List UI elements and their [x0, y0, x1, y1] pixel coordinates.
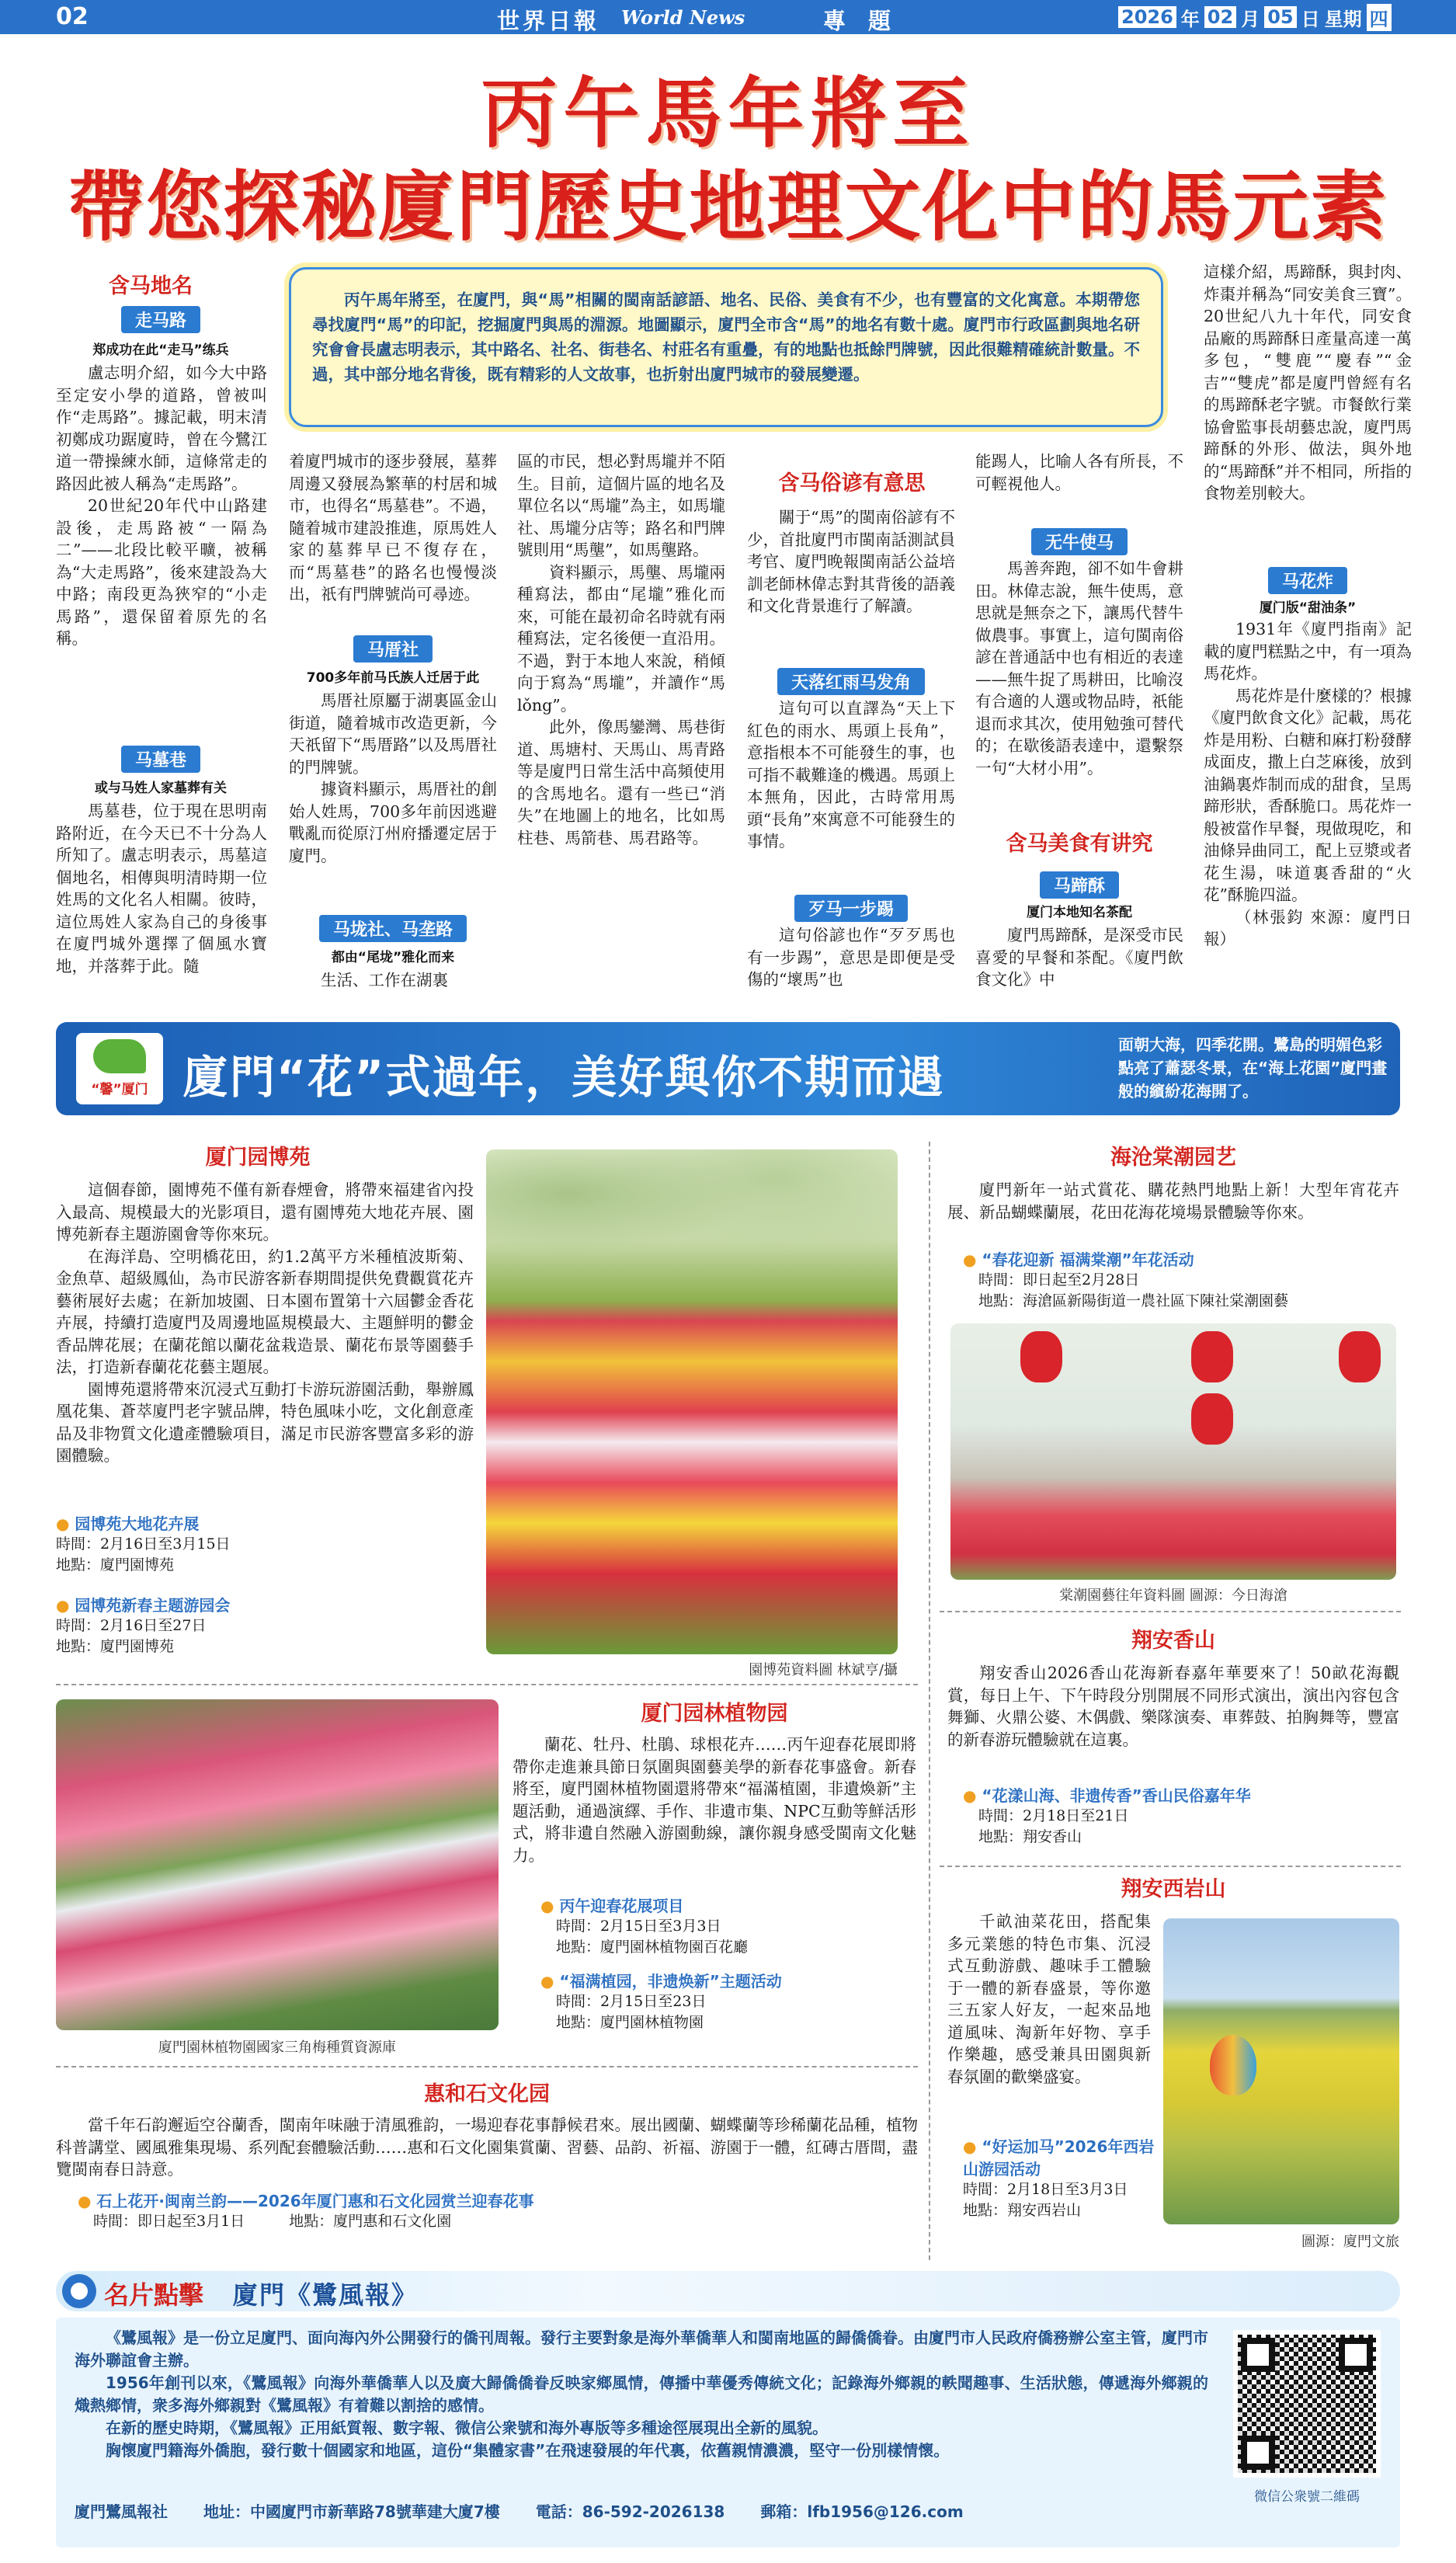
lantern-icon: [1020, 1331, 1062, 1382]
xiangshan-title: 翔安香山: [1131, 1629, 1215, 1653]
event-time: 時間：2月18日至3月3日: [963, 2181, 1128, 2198]
paper-name-en: World News: [621, 6, 745, 29]
para: 此外，像馬鑾灣、馬巷街道、馬塘村、天馬山、馬青路等是廈門日常生活中高頻使用的含馬地名。還有一些已“消失”在地圖上的地名，比如馬柱巷、馬箭巷、馬君路等。: [517, 718, 725, 847]
footer-text: [75, 2327, 1208, 2462]
qr-code[interactable]: [1233, 2330, 1381, 2478]
para: 這個春節，園博苑不僅有新春煙會，將帶來福建省內投入最高、規模最大的光影項目，還有園博苑大地花卉展、園博苑新春主題游園會等你來玩。: [56, 1181, 474, 1243]
para: 能踢人，比喻人各有所長，不可輕視他人。: [975, 452, 1183, 493]
tulip-caption: 園博苑資料圖 林斌亨/攝: [749, 1662, 898, 1678]
nursery-caption: 棠潮園藝往年資料圖 圖源：今日海滄: [1059, 1588, 1287, 1604]
banner-desc: 面朝大海，四季花開。鷺島的明媚色彩點亮了蕭瑟冬景，在“海上花園”廈門畫般的繽紛花海開了。: [1118, 1035, 1388, 1101]
event-place: 地點：海滄區新陽街道一農社區下陳社棠潮園藝: [978, 1292, 1289, 1309]
para: 據資料顯示，馬厝社的創始人姓馬，700多年前因逃避戰亂而從原汀州府播遷定居于廈門。: [289, 780, 497, 865]
section-food: 含马美食有讲究: [1006, 832, 1153, 856]
event-time-place: 時間：即日起至3月1日 地點：廈門惠和石文化園: [93, 2213, 452, 2230]
col6-text-a: [1204, 261, 1412, 505]
para: 千畝油菜花田，搭配集多元業態的特色市集、沉浸式互動游戲、趣味手工體驗于一體的新春盛景，等你邀三五家人好友，一起來品地道風味、淘新年好物、享手作樂趣，感受兼具田園與新春氛圍的歡樂盛宴。: [947, 1912, 1151, 2086]
pill-horse-hoof-pastry: 马蹄酥: [1040, 871, 1119, 899]
xiyanshan-text: [947, 1911, 1151, 2088]
para: 在海洋島、空明橋花田，約1.2萬平方米種植波斯菊、金魚草、超級鳳仙，為市民游客新春期間提供免費觀賞花卉藝術展好去處；在新加坡園、日本園布置第十六屆鬱金香花卉展，持續打造廈門及周邊地區規模最大、主題鮮明的鬱金香品牌花展；在蘭花館以蘭花盆栽造景、蘭花布景等園藝手法，打造新春蘭花花藝主題展。: [56, 1247, 474, 1376]
weekday: 四: [1367, 4, 1392, 31]
para: 馬墓巷，位于現在思明南路附近，在今天已不十分為人所知了。盧志明表示，馬墓這個地名，相傳與明清時期一位姓馬的文化名人相關。彼時，這位馬姓人家為自己的身後事在廈門城外選擇了個風水寶地，并落葬于此。隨: [56, 802, 267, 975]
pill-no-ox-use-horse: 无牛使马: [1031, 528, 1128, 555]
haicang-event: [963, 1247, 1399, 1312]
haicang-title: 海沧棠潮园艺: [1110, 1146, 1236, 1170]
botanical-text: [513, 1734, 916, 1866]
garden-expo-title: 厦门园博苑: [205, 1146, 311, 1170]
col2-text-a: [289, 450, 497, 606]
garden-expo-text: [56, 1179, 474, 1467]
publisher: 廈門鷺風報社: [75, 2502, 168, 2521]
section-place-names: 含马地名: [109, 274, 193, 298]
event-title: ● “好运加马”2026年西岩山游园活动: [963, 2137, 1155, 2179]
date-bar: 2026 年 02 月 05 日 星期 四: [1118, 5, 1392, 30]
botanical-title: 厦门园林植物园: [641, 1702, 788, 1726]
section-label: 專 題: [823, 8, 891, 34]
event-title: ● 园博苑大地花卉展: [56, 1514, 200, 1533]
divider: [56, 2066, 918, 2067]
pill-mahua-fritter: 马花炸: [1268, 567, 1347, 594]
para: 《鷺風報》是一份立足廈門、面向海內外公開發行的僑刊周報。發行主要對象是海外華僑華人和閩南地區的歸僑僑眷。由廈門市人民政府僑務辦公室主管，廈門市海外聯誼會主辦。: [75, 2328, 1208, 2370]
pill-proverb-bad-horse: 歹马一步踢: [794, 895, 908, 922]
rapeseed-field-photo: [1163, 1918, 1399, 2224]
section-proverbs: 含马俗谚有意思: [778, 471, 926, 496]
haicang-text: [947, 1179, 1399, 1223]
bougainvillea-photo: [56, 1699, 499, 2030]
event-title: ● 石上花开·闽南兰韵——2026年厦门惠和石文化园赏兰迎春花事: [78, 2192, 534, 2210]
para: 生活、工作在湖裏: [321, 971, 448, 989]
event-place: 地點：廈門園林植物園百花廳: [556, 1939, 749, 1956]
event-place: 地點：廈門園博苑: [56, 1556, 175, 1574]
intro-text: 丙午馬年將至，在廈門，與“馬”相關的閩南話諺語、地名、民俗、美食有不少，也有豐富的文化寓意。本期帶您尋找廈門“馬”的印記，挖掘廈門與馬的淵源。地圖顯示，廈門全市含“馬”的地名有數十處。廈門市行政區劃與地名研究會會長盧志明表示，其中路名、社名、街巷名、村莊名有重疊，有的地點也抵餘門牌號，因此很難精確統計數量。不過，其中部分地名背後，既有精彩的人文故事，也折射出廈門城市的發展變遷。: [312, 290, 1140, 384]
page-number: 02: [56, 3, 89, 30]
leaf-icon: [93, 1039, 146, 1073]
xiyanshan-title: 翔安西岩山: [1121, 1877, 1226, 1901]
col5-text-b: [975, 558, 1183, 779]
sub-macuo-village: 700多年前马氏族人迁居于此: [306, 670, 480, 686]
divider: [929, 1142, 930, 2260]
paper-logo: [621, 5, 769, 30]
para: 園博苑還將帶來沉浸式互動打卡游玩游園活動，舉辦鳳凰花集、蒼萃廈門老字號品牌，特色風味小吃，文化創意產品及非物質文化遺產體驗項目，滿足市民游客豐富多彩的游園體驗。: [56, 1379, 474, 1465]
botanical-events: [540, 1894, 916, 2033]
col5-text-c: [975, 924, 1183, 991]
para: 當千年石韵邂逅空谷蘭香，閩南年味融于清風雅韵，一場迎春花事靜候君來。展出國蘭、蝴蝶蘭等珍稀蘭花品種，植物科普講堂、國風雅集現場、系列配套體驗活動……惠和石文化園集賞蘭、習藝、品韵、祈福、游園于一體，紅磚古厝間，盡覽閩南春日詩意。: [56, 2116, 918, 2179]
para: 馬花炸是什麼樣的？根據《廈門飲食文化》記載，馬花炸是用粉、白糖和麻打粉發酵成面皮，撒上白芝麻後，放到油鍋裏炸制而成的甜食，呈馬蹄形狀，香酥脆口。馬花炸一般被當作早餐，現做現吃，和油條异曲同工，配上豆漿或者花生湯，味道裏香甜的“火花”酥脆四溢。: [1204, 686, 1412, 904]
banner-logo: [76, 1033, 163, 1104]
date-day: 05: [1264, 6, 1296, 28]
sub-mahua-fritter: 厦门版“甜油条”: [1259, 600, 1357, 616]
logo-label: “馨”厦门: [91, 1082, 148, 1097]
date-month: 02: [1204, 6, 1236, 28]
credit: （林張鈞 來源：廈門日報）: [1204, 907, 1412, 948]
para: 1931年《廈門指南》記載的廈門糕點之中，有一項為馬花炸。: [1204, 620, 1412, 683]
xiangshan-text: [947, 1662, 1399, 1751]
col4-text-b: [747, 697, 955, 853]
para: 這句可以直譯為“天上下紅色的雨水、馬頭上長角”，意指根本不可能發生的事，也可指不載難逢的機遇。馬頭上本無角，因此，古時常用馬頭“長角”來寓意不可能發生的事情。: [747, 699, 955, 850]
event-time: 時間：即日起至2月28日: [978, 1271, 1140, 1288]
para: 在新的歷史時期，《鷺風報》正用紙質報、數字報、微信公衆號和海外專版等多種途徑展現出全新的風貌。: [106, 2419, 828, 2437]
para: 1956年創刊以來，《鷺風報》向海外華僑華人以及廣大歸僑僑眷反映家鄉風情，傳播中華優秀傳統文化；記錄海外鄉親的軼聞趣事、生活狀態，傳遞海外鄉親的熾熱鄉情，衆多海外鄉親對《鷺風報》有着難以割捨的感情。: [75, 2373, 1208, 2415]
para: 盧志明介紹，如今大中路至定安小學的道路，曾被叫作“走馬路”。據記載，明末清初鄭成功踞廈時，曾在今鷺江道一帶操練水師，這條常走的路因此被人稱為“走馬路”。: [56, 363, 267, 493]
event-title: ● 园博苑新春主题游园会: [56, 1596, 231, 1615]
col4-text-a: [747, 506, 955, 617]
card-icon: [62, 2274, 96, 2308]
col1-text-a: [56, 362, 267, 650]
para: 廈門馬蹄酥，是深受市民喜愛的早餐和茶配。《廈門飲食文化》中: [975, 926, 1183, 989]
garden-expo-events: [56, 1511, 474, 1657]
col4-text-c: [747, 924, 955, 991]
event-time: 時間：2月16日至27日: [56, 1617, 207, 1634]
col6-text-b: [1204, 618, 1412, 951]
lantern-icon: [1191, 1393, 1233, 1445]
huihe-title: 惠和石文化园: [424, 2082, 550, 2106]
event-time: 時間：2月15日至23日: [556, 1993, 707, 2010]
huihe-text: [56, 2114, 918, 2181]
pill-macuo-village: 马厝社: [353, 635, 433, 662]
event-time: 時間：2月15日至3月3日: [556, 1918, 721, 1935]
event-place: 地點：廈門園博苑: [56, 1638, 175, 1655]
col5-text-a: [975, 450, 1183, 495]
xiangshan-event: [963, 1783, 1399, 1848]
para: 區的市民，想必對馬壠并不陌生。目前，這個片區的地名及單位名以“馬壠”為主，如馬壠社、馬壠分店等；路名和門牌號則用“馬壟”，如馬壟路。: [517, 452, 725, 559]
bougainvillea-caption: 廈門園林植物園國家三角梅種質資源庫: [158, 2040, 396, 2056]
para: 資料顯示，馬壟、馬壠兩種寫法，都由“尾壠”雅化而來，可能在最初命名時就有兩種寫法，定名後便一直沿用。不過，對于本地人來說，稍傾向于寫為“馬壠”，并讀作“馬lǒng”。: [517, 562, 725, 715]
qr-caption: 微信公衆號二維碼: [1254, 2489, 1360, 2505]
date-year: 2026: [1118, 6, 1176, 28]
phone: 電話：86-592-2026138: [535, 2502, 725, 2521]
col2-text-c: [289, 969, 497, 992]
email[interactable]: 郵箱：lfb1956@126.com: [760, 2502, 964, 2521]
col3-text: [517, 450, 725, 849]
para: 馬善奔跑，卻不如牛會耕田。林偉志說，無牛使馬，意思就是無奈之下，讓馬代替牛做農事。事實上，這句閩南俗諺在普通話中也有相近的表達——無牛捉了馬耕田，比喻沒有合適的人選或物品時，祇能退而求其次，使用勉強可替代的；在歇後語表達中，還繫祭一句“大材小用”。: [975, 559, 1183, 777]
pill-proverb-red-rain: 天落红雨马发角: [777, 668, 925, 695]
rapeseed-caption: 圖源：廈門文旅: [1301, 2234, 1399, 2250]
divider: [940, 1866, 1401, 1867]
footer-brand: 廈門《鷺風報》: [233, 2280, 419, 2310]
nursery-photo: [950, 1323, 1396, 1580]
divider: [940, 1611, 1401, 1612]
para: 蘭花、牡丹、杜鵑、球根花卉……丙午迎春花展即將帶你走進兼具節日氛圍與園藝美學的新春花事盛會。新春將至，廈門園林植物園還將帶來“福滿植園，非遺煥新”主題活動，通過演繹、手作、非遺市集、NPC互動等鮮活形式，將非遺自然融入游園動線，讓你親身感受閩南文化魅力。: [513, 1735, 916, 1865]
event-place: 地點：廈門園林植物園: [556, 2014, 704, 2031]
para: 這句俗諺也作“歹歹馬也有一步踢”，意思是即便是受傷的“壞馬”也: [747, 926, 955, 989]
sub-zouma-road: 郑成功在此“走马”练兵: [92, 343, 229, 358]
col2-text-b: [289, 690, 497, 867]
para: 這樣介紹，馬蹄酥，與封肉、炸棗并稱為“同安美食三寶”。20世紀八九十年代，同安食品廠的馬蹄酥日產量高達一萬多包，“雙鹿”“慶春”“金吉”“雙虎”都是廈門曾經有名的馬蹄酥老字號。市餐飲行業協會監事長胡藝忠說，廈門馬蹄酥的外形、做法，與外地的“馬蹄酥”并不相同，所指的食物差別較大。: [1204, 263, 1412, 503]
pill-malong: 马垅社、马垄路: [319, 915, 467, 942]
lantern-icon: [1339, 1331, 1381, 1382]
tree-shape: [486, 1149, 898, 1297]
headline-line1: 丙午馬年將至: [481, 70, 975, 158]
headline-line2: 帶您探秘廈門歷史地理文化中的馬元素: [68, 163, 1388, 252]
sub-mamu-lane: 或与马姓人家墓葬有关: [95, 781, 227, 796]
event-time: 時間：2月16日至3月15日: [56, 1535, 231, 1553]
xiyanshan-event: [963, 2134, 1159, 2221]
event-title: ● “春花迎新 福满棠潮”年花活动: [963, 1250, 1194, 1269]
para: 着廈門城市的逐步發展，墓葬周邊又發展為繁華的村居和城市，也得名“馬墓巷”。不過，隨着城市建設推進，原馬姓人家的墓葬早已不復存在，而“馬墓巷”的路名也慢慢淡出，祇有門牌號尚可尋迹。: [289, 452, 497, 603]
event-title: ● “花漾山海、非遗传香”香山民俗嘉年华: [963, 1786, 1251, 1805]
address: 地址：中國廈門市新華路78號華建大廈7樓: [203, 2502, 500, 2521]
para: 關于“馬”的閩南俗諺有不少，首批廈門市閩南話測試員考官、廈門晚報閩南話公益培訓老師林偉志對其背後的語義和文化背景進行了解讀。: [747, 508, 955, 615]
footer-tag: 名片點擊: [104, 2280, 204, 2310]
para: 胸懷廈門籍海外僑胞，發行數十個國家和地區，這份“集體家書”在飛速發展的年代裏，依舊親情濃濃，堅守一份別樣情懷。: [106, 2441, 950, 2460]
sub-horse-hoof-pastry: 厦门本地知名茶配: [1027, 905, 1132, 920]
lantern-icon: [1191, 1331, 1233, 1382]
paper-name: 世界日報: [497, 8, 600, 34]
event-title: ● “福满植园，非遗焕新”主题活动: [540, 1972, 782, 1991]
hot-air-balloon: [1210, 2035, 1256, 2095]
col1-text-b: [56, 800, 267, 977]
para: 20世紀20年代中山路建設後，走馬路被“一隔為二”——北段比較平曠，被稱為“大走馬路”，後來建設為大中路；南段更為狹窄的“小走馬路”，還保留着原先的名稱。: [56, 496, 267, 648]
footer-contact: [75, 2499, 1208, 2522]
event-time: 時間：2月18日至21日: [978, 1807, 1129, 1824]
tulip-photo: [486, 1149, 898, 1654]
event-place: 地點：翔安西岩山: [963, 2202, 1082, 2219]
pill-zouma-road: 走马路: [121, 306, 200, 333]
para: 廈門新年一站式賞花、購花熱門地點上新！大型年宵花卉展、新品蝴蝶蘭展，花田花海花境場景體驗等你來。: [947, 1181, 1399, 1222]
event-title: ● 丙午迎春花展项目: [540, 1897, 684, 1915]
para: 翔安香山2026香山花海新春嘉年華要來了！50畝花海觀賞，每日上午、下午時段分別開展不同形式演出，演出內容包含舞獅、火鼎公婆、木偶戲、樂隊演奏、車葬鼓、拍胸舞等，豐富的新春游玩體驗就在這裏。: [947, 1664, 1399, 1749]
pill-mamu-lane: 马墓巷: [121, 746, 200, 773]
sub-malong: 都由“尾垅”雅化而来: [331, 950, 455, 965]
weekday-label: 星期: [1324, 8, 1362, 30]
para: 馬厝社原屬于湖裏區金山街道，隨着城市改造更新，今天祇留下“馬厝路”以及馬厝社的門牌號。: [289, 691, 497, 777]
banner-title: 廈門“花”式過年，美好與你不期而遇: [183, 1051, 945, 1104]
event-place: 地點：翔安香山: [978, 1828, 1082, 1845]
divider: [56, 1684, 918, 1685]
huihe-event: [78, 2189, 916, 2232]
